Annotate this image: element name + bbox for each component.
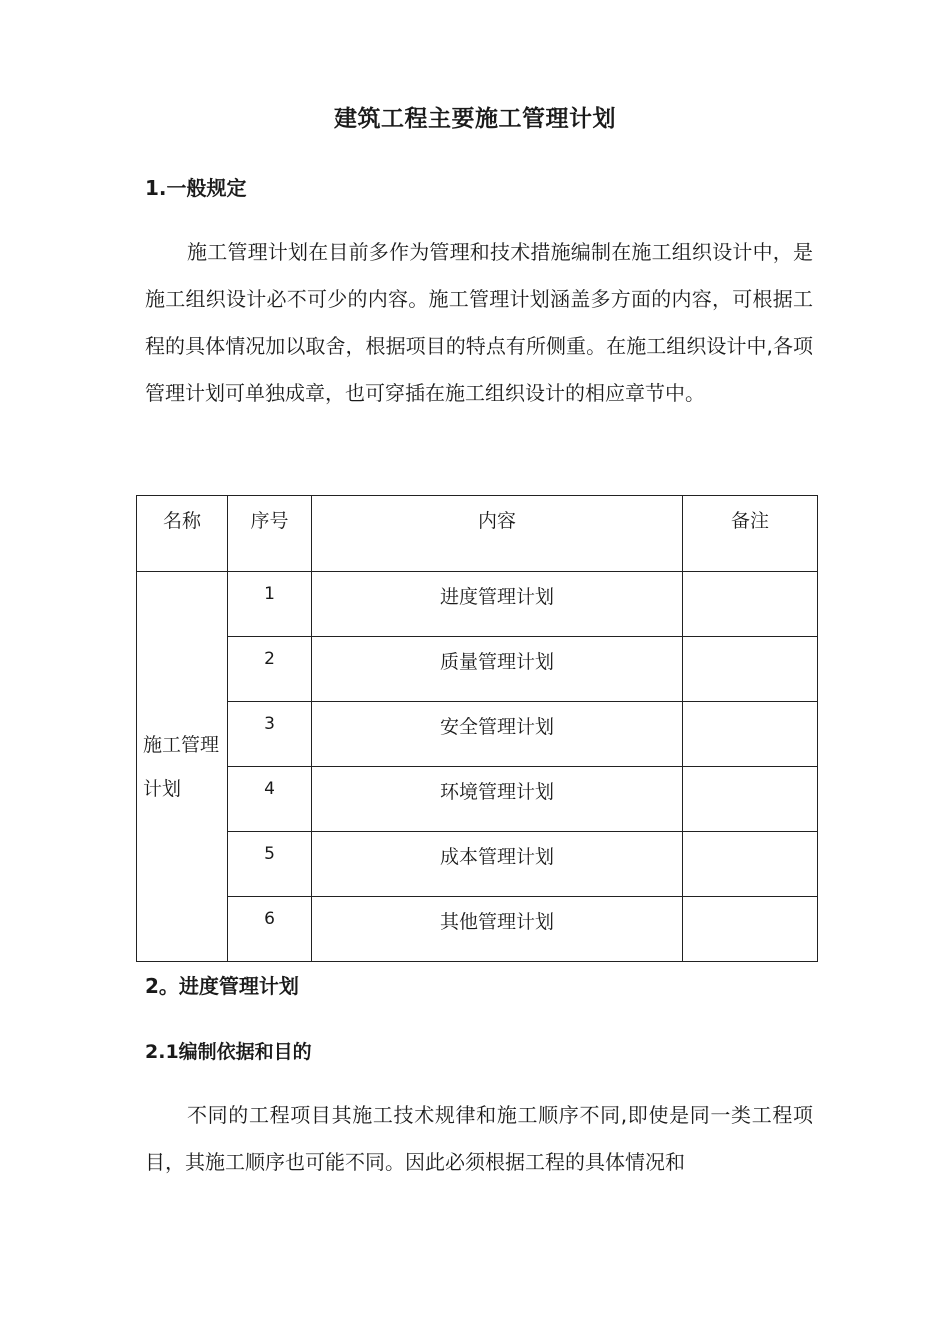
row-index: 2: [228, 637, 312, 702]
row-content: 环境管理计划: [312, 767, 683, 832]
header-content: 内容: [312, 496, 683, 572]
row-index: 3: [228, 702, 312, 767]
row-content: 安全管理计划: [312, 702, 683, 767]
document-title: 建筑工程主要施工管理计划: [334, 106, 616, 132]
row-index: 5: [228, 832, 312, 897]
row-remark: [683, 702, 818, 767]
section-heading-general-rules: 1.一般规定: [145, 176, 247, 200]
subsection-paragraph-basis: [145, 1092, 813, 1186]
row-remark: [683, 572, 818, 637]
subsection-heading-basis: 2.1编制依据和目的: [145, 1041, 312, 1063]
header-index: 序号: [228, 496, 312, 572]
row-remark: [683, 637, 818, 702]
row-content: 质量管理计划: [312, 637, 683, 702]
table-header-row: [137, 496, 818, 572]
row-index: 4: [228, 767, 312, 832]
row-remark: [683, 832, 818, 897]
section-paragraph-general-rules: [145, 229, 813, 417]
row-index: 1: [228, 572, 312, 637]
table-row: [137, 702, 818, 767]
row-content: 其他管理计划: [312, 897, 683, 962]
table-row: [137, 572, 818, 637]
header-remark: 备注: [683, 496, 818, 572]
section-heading-schedule-plan: 2。进度管理计划: [145, 974, 299, 998]
table-row: [137, 637, 818, 702]
table-row: [137, 832, 818, 897]
table-row: [137, 897, 818, 962]
row-index: 6: [228, 897, 312, 962]
row-remark: [683, 897, 818, 962]
row-remark: [683, 767, 818, 832]
paragraph-text: 施工管理计划在目前多作为管理和技术措施编制在施工组织设计中，是施工组织设计必不可少的内容。施工管理计划涵盖多方面的内容，可根据工程的具体情况加以取舍，根据项目的特点有所侧重。在施工组织设计中,各项管理计划可单独成章，也可穿插在施工组织设计的相应章节中。: [145, 240, 813, 405]
header-name: 名称: [137, 496, 228, 572]
row-content: 成本管理计划: [312, 832, 683, 897]
group-name-cell: 施工管理计划: [137, 572, 228, 962]
row-content: 进度管理计划: [312, 572, 683, 637]
paragraph-text: 不同的工程项目其施工技术规律和施工顺序不同,即使是同一类工程项目，其施工顺序也可能不同。因此必须根据工程的具体情况和: [145, 1103, 813, 1174]
table-row: [137, 767, 818, 832]
management-plan-table: [136, 495, 818, 962]
